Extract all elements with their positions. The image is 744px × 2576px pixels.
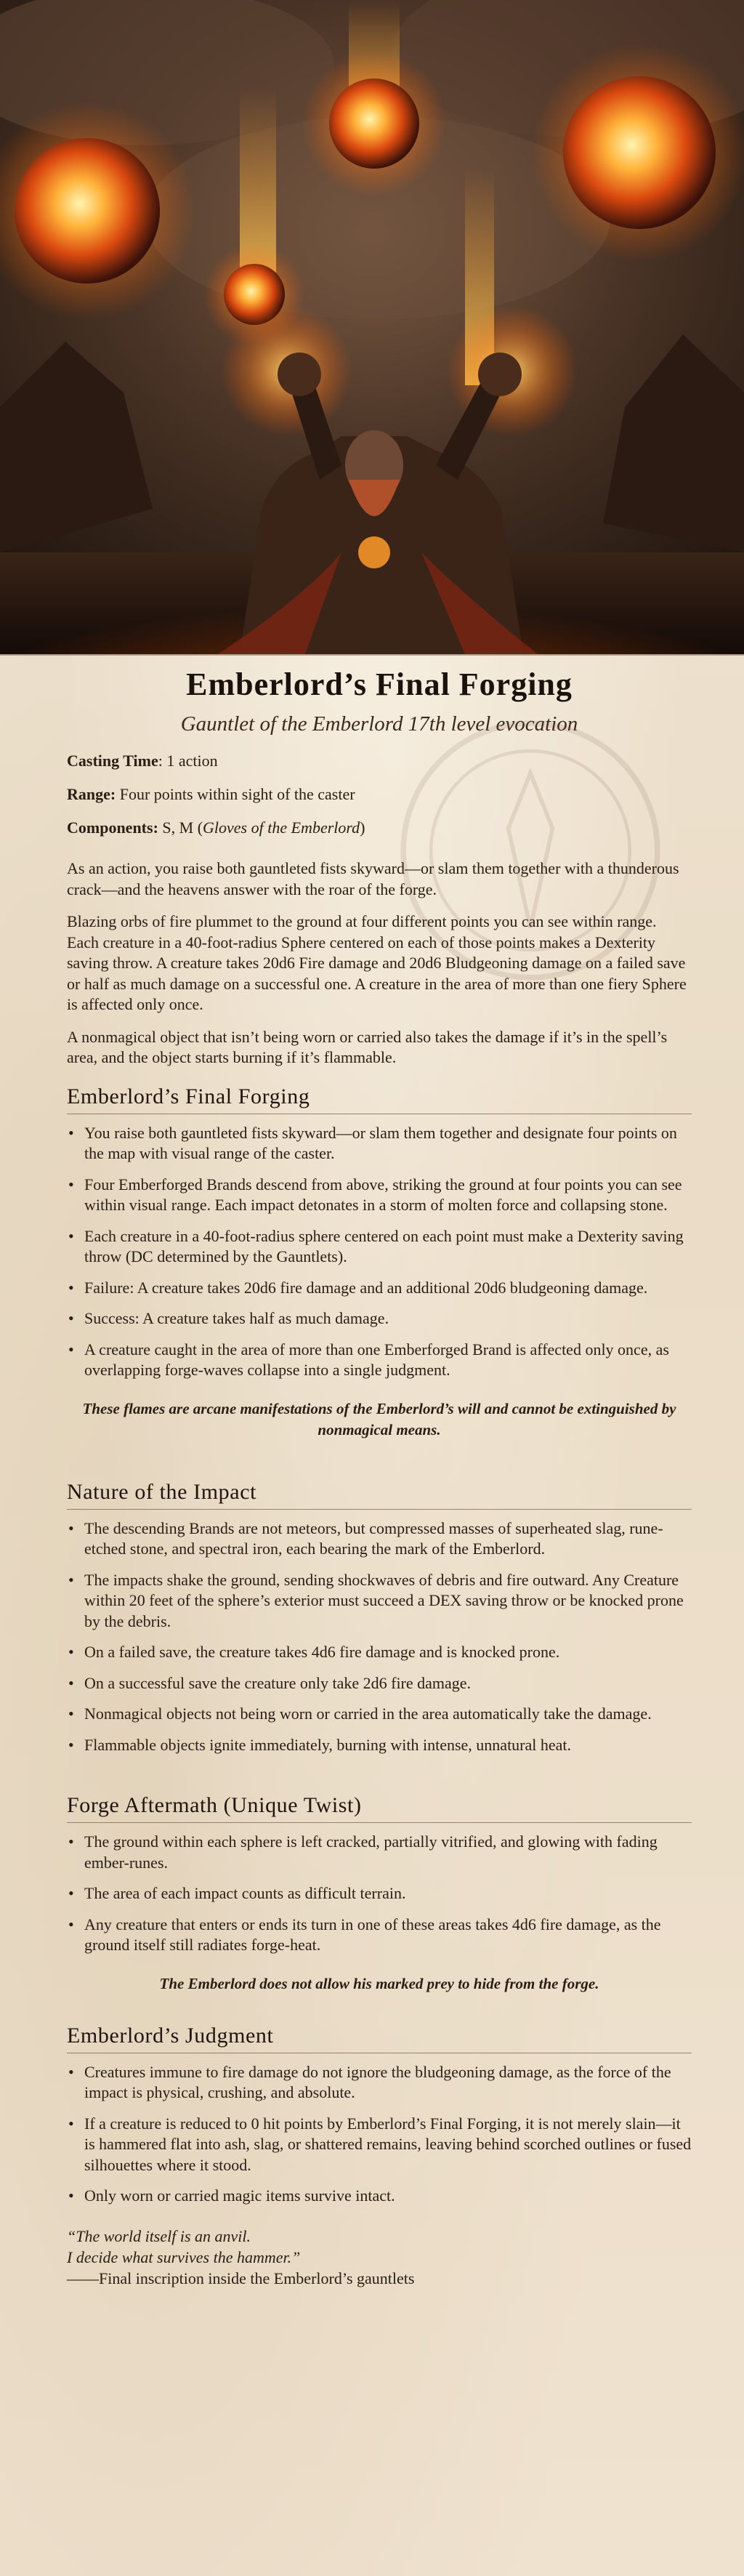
bullet-item — [67, 1704, 692, 1725]
bullet-text: A creature caught in the area of more than one Emberforged Brand is affected only once, as overlapping forge-waves collapse into a single judgment. — [84, 1340, 669, 1379]
bullet-item — [67, 1915, 692, 1956]
bullet-item — [67, 1642, 692, 1663]
intro-paragraph: As an action, you raise both gauntleted fists skyward—or slam them together with a thunderous crack—and the heavens answer with the roar of the forge. — [67, 859, 679, 898]
range-label: Range: — [67, 785, 116, 803]
bullet-text: The impacts shake the ground, sending shockwaves of debris and fire outward. Any Creature within 20 feet of the sphere’s exterior must succeed a DEX saving throw or be knocked prone by the debris. — [84, 1570, 684, 1630]
components-item: Gloves of the Emberlord — [203, 818, 360, 837]
casting-time-label: Casting Time — [67, 752, 158, 770]
section-bullet-list — [67, 1832, 692, 1956]
bullet-text: Creatures immune to fire damage do not ignore the bludgeoning damage, as the force of the impact is physical, crushing, and absolute. — [84, 2062, 671, 2101]
bullet-text: Nonmagical objects not being worn or carried in the area automatically take the damage. — [84, 1704, 652, 1723]
hero-illustration — [0, 0, 744, 656]
bullet-glyph: • — [68, 2062, 74, 2081]
bullet-glyph: • — [68, 1175, 74, 1194]
bullet-item — [67, 1735, 692, 1756]
spacer — [67, 1766, 692, 1790]
closing-quote-line: I decide what survives the hammer.” — [67, 2247, 301, 2266]
bullet-item — [67, 1518, 692, 1560]
bullet-item — [67, 1673, 692, 1694]
bullet-text: Flammable objects ignite immediately, burning with intense, unnatural heat. — [84, 1735, 572, 1754]
closing-attribution: ——Final inscription inside the Emberlord’s gauntlets — [67, 2269, 415, 2287]
bullet-text: Success: A creature takes half as much damage. — [84, 1309, 389, 1327]
closing-quote-line: “The world itself is an anvil. — [67, 2226, 251, 2245]
bullet-item — [67, 1570, 692, 1633]
bullet-text: On a successful save the creature only take 2d6 fire damage. — [84, 1673, 472, 1692]
bullet-glyph: • — [68, 1123, 74, 1142]
casting-time-line — [67, 749, 692, 773]
section-note: These flames are arcane manifestations of the Emberlord’s will and cannot be extinguished by nonmagical means. — [82, 1399, 676, 1438]
range-line — [67, 783, 692, 806]
bullet-glyph: • — [68, 2186, 74, 2205]
bullet-glyph: • — [68, 1673, 74, 1692]
bullet-item — [67, 1278, 692, 1299]
bullet-glyph: • — [68, 1915, 74, 1933]
closing-inscription — [67, 2226, 692, 2289]
casting-time-value: : 1 action — [158, 752, 218, 770]
bullet-glyph: • — [68, 1518, 74, 1537]
bullet-item — [67, 1175, 692, 1216]
range-value: Four points within sight of the caster — [116, 785, 355, 803]
bullet-glyph: • — [68, 1278, 74, 1297]
section-note: The Emberlord does not allow his marked prey to hide from the forge. — [159, 1974, 599, 1992]
bullet-item — [67, 1123, 692, 1164]
bullet-item — [67, 1308, 692, 1329]
section-heading: Nature of the Impact — [67, 1480, 692, 1510]
bullet-item — [67, 1832, 692, 1873]
fire-sky-illustration — [0, 0, 744, 654]
bullet-text: Each creature in a 40-foot-radius sphere centered on each point must make a Dexterity saving throw (DC determined by the Gauntlets). — [84, 1226, 684, 1265]
bullet-glyph: • — [68, 1704, 74, 1723]
bullet-item — [67, 1226, 692, 1268]
bullet-item — [67, 2114, 692, 2176]
intro-paragraph: A nonmagical object that isn’t being worn or carried also takes the damage if it’s in the spell’s area, and the object starts burning if it’s flammable. — [67, 1027, 668, 1066]
spell-subtitle: Gauntlet of the Emberlord 17th level evocation — [180, 712, 578, 736]
bullet-glyph: • — [68, 1226, 74, 1245]
bullet-item — [67, 1340, 692, 1381]
bullet-text: Four Emberforged Brands descend from above, striking the ground at four points you can see within visual range. Each impact detonates in a storm of molten force and collapsing stone. — [84, 1175, 682, 1214]
bullet-text: Only worn or carried magic items survive intact. — [84, 2186, 395, 2205]
bullet-text: The area of each impact counts as difficult terrain. — [84, 1884, 406, 1902]
bullet-glyph: • — [68, 1643, 74, 1661]
section-bullet-list — [67, 2062, 692, 2207]
components-line — [67, 816, 692, 840]
bullet-text: The descending Brands are not meteors, but compressed masses of superheated slag, rune-etched stone, and spectral iron, each bearing the mark of the Emberlord. — [84, 1518, 663, 1558]
bullet-item — [67, 2186, 692, 2207]
bullet-item — [67, 1883, 692, 1904]
bullet-glyph: • — [68, 1340, 74, 1359]
components-label: Components: — [67, 818, 158, 837]
bullet-item — [67, 2062, 692, 2104]
bullet-text: You raise both gauntleted fists skyward—or slam them together and designate four points on the map with visual range of the caster. — [84, 1123, 677, 1162]
spell-title: Emberlord’s Final Forging — [186, 667, 573, 702]
bullet-glyph: • — [68, 1884, 74, 1902]
section-heading: Emberlord’s Final Forging — [67, 1084, 692, 1114]
section-bullet-list — [67, 1518, 692, 1756]
bullet-text: On a failed save, the creature takes 4d6 fire damage and is knocked prone. — [84, 1643, 560, 1661]
bullet-text: Any creature that enters or ends its turn in one of these areas takes 4d6 fire damage, as the ground itself still radiates forge-heat. — [84, 1915, 661, 1954]
bullet-glyph: • — [68, 1309, 74, 1327]
components-close: ) — [360, 818, 365, 837]
section-bullet-list — [67, 1123, 692, 1381]
bullet-text: The ground within each sphere is left cracked, partially vitrified, and glowing with fading ember-runes. — [84, 1832, 658, 1872]
bullet-glyph: • — [68, 1832, 74, 1851]
bullet-text: Failure: A creature takes 20d6 fire damage and an additional 20d6 bludgeoning damage. — [84, 1278, 648, 1297]
section-heading: Emberlord’s Judgment — [67, 2024, 692, 2053]
components-value: S, M ( — [158, 818, 203, 837]
intro-paragraph: Blazing orbs of fire plummet to the ground at four different points you can see within range. Each creature in a 40-foot-radius Sphere centered on each of those points makes a Dexterity saving throw. A creature takes 20d6 Fire damage and 20d6 Bludgeoning damage on a failed save or half as much damage on a successful one. A creature in the area of more than one fiery Sphere is affected only once. — [67, 912, 687, 1013]
bullet-glyph: • — [68, 1735, 74, 1754]
section-heading: Forge Aftermath (Unique Twist) — [67, 1793, 692, 1823]
bullet-glyph: • — [68, 1570, 74, 1589]
spell-body — [0, 654, 744, 2576]
bullet-text: If a creature is reduced to 0 hit points by Emberlord’s Final Forging, it is not merely slain—it is hammered flat into ash, slag, or shattered remains, leaving behind scorched outlines or fused silhouettes where it stood. — [84, 2114, 692, 2174]
bullet-glyph: • — [68, 2114, 74, 2133]
